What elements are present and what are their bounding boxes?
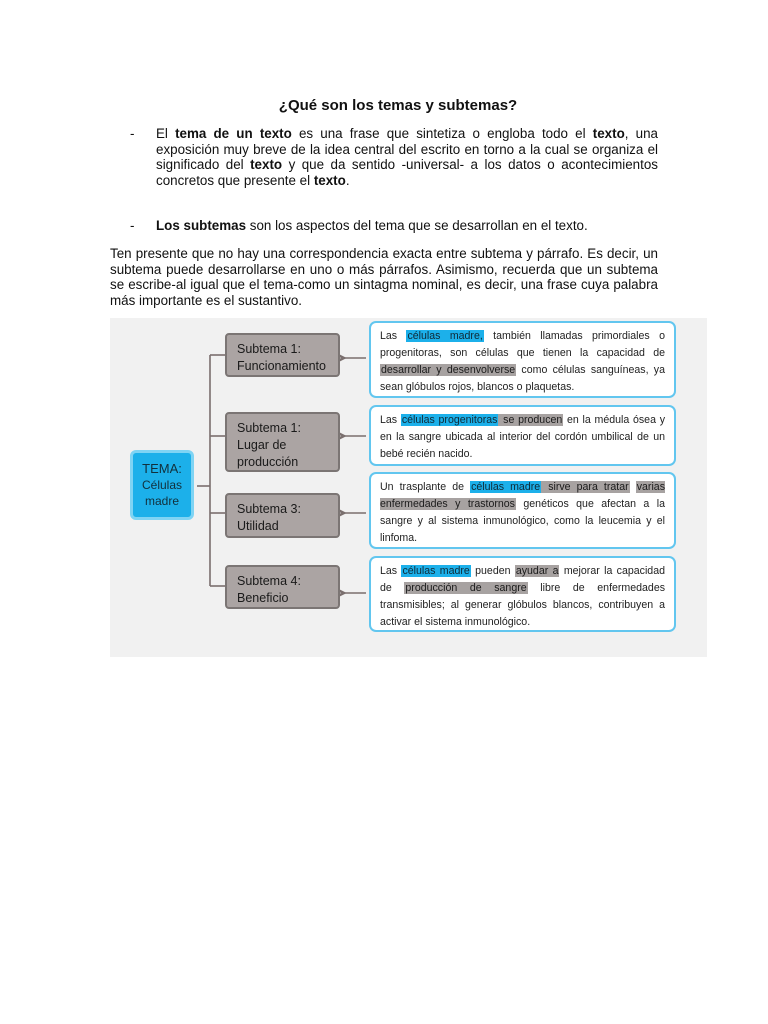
highlight-gray: ayudar a xyxy=(515,565,559,577)
subtema-box-1 xyxy=(225,333,340,377)
bullet-subtemas xyxy=(130,218,658,234)
subtema-line: Utilidad xyxy=(237,519,279,533)
tema-line: Células xyxy=(141,478,183,492)
text-run: mejorar la capacidad de xyxy=(380,565,665,594)
subtema-box-2 xyxy=(225,412,340,472)
text-run: son los aspectos del tema que se desarrollan en el texto. xyxy=(246,218,588,233)
subtema-line: Funcionamiento xyxy=(237,359,326,373)
text-run: Las xyxy=(380,565,402,577)
bold-run: texto xyxy=(313,172,346,188)
highlight-gray: producción de sangre xyxy=(405,582,527,594)
text-run: . xyxy=(345,172,350,188)
bullet-dash: - xyxy=(130,126,135,141)
highlight-gray: se producen xyxy=(499,414,563,426)
subtema-box-4 xyxy=(225,565,340,609)
tema-label: TEMA: xyxy=(142,461,182,476)
text-run: genéticos que afectan a la sangre y al sistema inmunológico, como la leucemia y el linfoma. xyxy=(380,498,665,544)
bullet-body xyxy=(156,218,658,234)
bold-run: texto xyxy=(250,157,283,173)
text-run: El xyxy=(156,126,176,141)
highlight-gray: desarrollar y desenvolverse xyxy=(381,364,516,376)
description-box-4 xyxy=(369,556,676,632)
text-run: Las xyxy=(380,414,401,426)
explanation-paragraph: Ten presente que no hay una correspondencia exacta entre subtema y párrafo. Es decir, un subtema puede desarrollarse en uno o más párrafos. Asimismo, recuerda que un subtema se escribe-al igual que el tema-como un sintagma nominal, es decir, una frase cuya palabra más importante es el sustantivo. xyxy=(110,246,658,308)
text-run: libre de enfermedades transmisibles; al generar glóbulos blancos, contribuyen a activar el sistema inmunológico. xyxy=(380,582,666,628)
description-box-1 xyxy=(369,321,676,398)
text-run: en la médula ósea y en la sangre ubicada al interior del cordón umbilical de un bebé recién nacido. xyxy=(380,414,665,460)
text-run: , una exposición muy breve de la idea central del escrito en torno a la cual se organiza el significado del xyxy=(156,126,658,173)
bold-run: Los subtemas xyxy=(156,218,247,233)
tema-box xyxy=(130,450,194,520)
bullet-dash: - xyxy=(130,218,135,233)
bold-run: texto xyxy=(592,126,625,141)
subtema-label: Subtema 1: xyxy=(237,421,301,435)
subtema-line: Beneficio xyxy=(237,591,289,605)
bullet-body xyxy=(156,126,658,188)
highlight-gray: varias enfermedades y trastornos xyxy=(380,481,665,510)
bullet-tema xyxy=(130,126,658,188)
page-title: ¿Qué son los temas y subtemas? xyxy=(278,97,518,114)
subtema-line: Lugar de xyxy=(237,438,287,452)
text-run: como células sanguíneas, ya sean glóbulos rojos, blancos o plaquetas. xyxy=(380,364,665,393)
subtema-box-3 xyxy=(225,493,340,538)
text-run xyxy=(630,481,636,493)
subtema-label: Subtema 4: xyxy=(237,574,301,588)
subtema-label: Subtema 1: xyxy=(237,342,301,356)
highlight-blue: células madre, xyxy=(407,330,483,342)
description-box-3 xyxy=(369,472,676,549)
highlight-gray: sirve para tratar xyxy=(542,481,629,493)
bold-run: tema de un texto xyxy=(175,126,292,141)
text-run: y que da sentido -universal- a los datos o acontecimientos concretos que presente el xyxy=(156,157,658,188)
text-run: también llamadas primordiales o progenitoras, son células que tienen la capacidad de xyxy=(380,330,665,359)
tema-line: madre xyxy=(144,494,179,508)
description-box-2 xyxy=(369,405,676,466)
subtema-line: producción xyxy=(237,455,299,469)
text-run: pueden xyxy=(470,565,515,577)
concept-map xyxy=(110,318,707,657)
highlight-blue: células madre xyxy=(471,481,541,493)
highlight-blue: células madre xyxy=(402,565,470,577)
text-run: es una frase que sintetiza o engloba todo el xyxy=(291,126,593,141)
highlight-blue: células progenitoras xyxy=(401,414,498,426)
text-run: Un trasplante de xyxy=(380,481,471,493)
subtema-label: Subtema 3: xyxy=(237,502,301,516)
text-run: Las xyxy=(380,330,407,342)
